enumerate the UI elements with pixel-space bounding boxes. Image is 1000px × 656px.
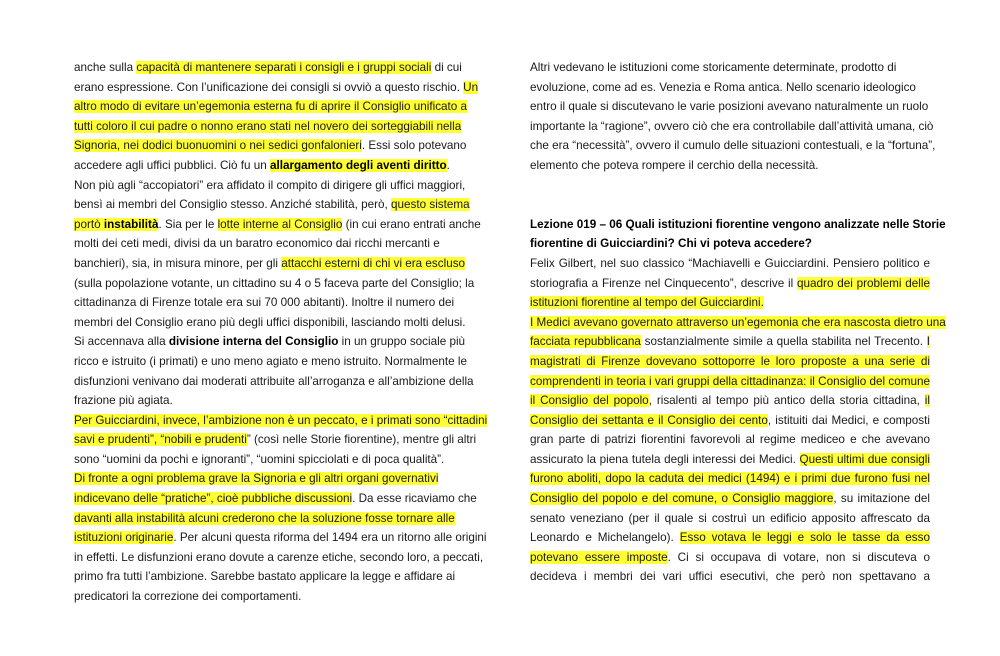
- highlighted-text: I Medici avevano governato attraverso un’egemonia che era nascosta dietro una: [530, 315, 946, 329]
- text-line: [74, 215, 481, 235]
- text-segment: gran parte di patrizi fiorentini favorevoli al regime mediceo e che avevano: [530, 433, 930, 447]
- text-line: [530, 548, 930, 568]
- highlighted-text: questo sistema: [391, 198, 470, 212]
- text-segment: di cui: [431, 61, 462, 74]
- highlighted-text: Per Guicciardini, invece, l’ambizione non è un peccato, e i primati sono “cittadini: [74, 413, 488, 427]
- text-line: [74, 372, 474, 392]
- text-line: [530, 136, 936, 156]
- text-segment: . Per alcuni questa riforma del 1494 era un ritorno alle origini: [173, 531, 487, 545]
- highlighted-text: istituzioni fiorentine al tempo del Guicciardini.: [530, 296, 764, 310]
- text-segment: che era “necessità”, ovvero il cumulo delle situazioni contestuali, e la “fortuna”,: [530, 139, 936, 153]
- text-line: [74, 313, 474, 333]
- text-line: [74, 274, 474, 294]
- highlighted-text: Questi ultimi due consigli: [799, 452, 930, 466]
- text-segment: molti dei ceti medi, divisi da un baratro economico dai ricchi mercanti e: [74, 237, 440, 251]
- text-line: [530, 411, 930, 431]
- text-line: [530, 332, 930, 352]
- text-line: [530, 97, 930, 117]
- text-line: [530, 58, 930, 78]
- highlighted-text: portò: [74, 217, 104, 231]
- text-line: [530, 528, 930, 548]
- text-line: [530, 117, 934, 137]
- text-segment: ricco e istruito (i primati) e uno meno agiato e meno istruito. Normalmente le: [74, 354, 467, 368]
- paragraph-gap: [530, 195, 930, 215]
- highlighted-text: Signoria, nei dodici buonuomini o nei sedici gonfalonieri: [74, 139, 362, 153]
- text-segment: banchieri), sia, in misura minore, per gli: [74, 256, 282, 270]
- text-line: [74, 97, 474, 117]
- text-line: [74, 528, 487, 548]
- text-line: [530, 352, 930, 372]
- highlighted-text: quadro dei problemi delle: [797, 276, 930, 290]
- text-line: [530, 450, 930, 470]
- text-segment: evoluzione, come ad es. Venezia e Roma antica. Nello scenario ideologico: [530, 80, 916, 94]
- text-line: [530, 156, 930, 176]
- text-segment: Non più agli “accopiatori” era affidato il compito di dirigere gli uffici maggiori,: [74, 178, 466, 192]
- text-line: [74, 293, 474, 313]
- text-segment: sono “uomini da pochi e ignoranti”, “uomini spicciolati e di poca qualità”.: [74, 452, 445, 466]
- text-line: [530, 254, 930, 274]
- text-line: [74, 489, 477, 509]
- highlighted-text: allargamento degli aventi diritto: [270, 158, 447, 172]
- highlighted-text: magistrati di Firenze dovevano sottoporre le loro proposte a una serie di: [530, 355, 930, 372]
- highlighted-text: savi e prudenti”, “nobili e prudenti: [74, 433, 247, 447]
- highlighted-text: il Consiglio del popolo: [530, 394, 649, 408]
- text-line: [74, 254, 474, 274]
- text-segment: Felix Gilbert, nel suo classico “Machiavelli e Guicciardini. Pensiero politico e: [530, 256, 930, 270]
- highlighted-text: Un: [463, 80, 479, 94]
- text-line: [530, 78, 930, 98]
- text-line: [74, 391, 474, 411]
- text-line: [530, 274, 930, 294]
- text-segment: decideva i membri dei vari uffici esecutivi, che però non spettavano a: [530, 570, 930, 584]
- text-segment: , istituiti dai Medici, e composti: [767, 413, 930, 427]
- text-segment: Si accennava alla: [74, 335, 169, 349]
- text-segment: Altri vedevano le istituzioni come storicamente determinate, prodotto di: [530, 61, 897, 74]
- text-line: [74, 117, 474, 137]
- text-line: [530, 509, 930, 529]
- text-segment: storiografia a Firenze nel Cinquecento”, descrive il: [530, 276, 798, 290]
- section-heading-line: [530, 215, 946, 235]
- text-segment: (sulla popolazione votante, un cittadino su 4 o 5 faceva parte del Consiglio; la: [74, 276, 475, 290]
- text-line: [530, 313, 946, 333]
- text-segment: . Sia per le: [158, 217, 218, 231]
- text-segment: Leonardo e Michelangelo).: [530, 531, 680, 545]
- text-segment: in effetti. Le disfunzioni erano dovute a carenze etiche, secondo loro, a peccati,: [74, 550, 484, 564]
- text-line: [74, 567, 474, 587]
- text-line: [74, 352, 474, 372]
- text-line: [74, 58, 474, 78]
- highlighted-text: altro modo di evitare un’egemonia esterna fu di aprire il Consiglio unificato a: [74, 100, 468, 114]
- text-segment: elemento che poteva rompere il cerchio della necessità.: [530, 158, 819, 172]
- highlighted-text: instabilità: [103, 217, 159, 231]
- text-segment: erano espressione. Con l’unificazione dei consigli si ovviò a questo rischio.: [74, 80, 464, 94]
- highlighted-text: attacchi esterni di chi vi era escluso: [281, 256, 466, 270]
- highlighted-text: istituzioni originarie: [74, 531, 174, 545]
- text-line: [530, 567, 930, 587]
- text-line: [74, 156, 474, 176]
- text-line: [74, 234, 474, 254]
- text-segment: , risalenti al tempo più antico della storia cittadina,: [648, 394, 925, 408]
- text-line: [530, 391, 930, 411]
- text-line: [74, 78, 479, 98]
- text-segment: Lezione 019 – 06 Quali istituzioni fiorentine vengono analizzate nelle Storie: [530, 217, 946, 231]
- text-segment: frazione più agiata.: [74, 394, 173, 408]
- highlighted-text: Consiglio dei settanta e il Consiglio dei cento: [530, 413, 768, 427]
- text-segment: anche sulla: [74, 61, 137, 74]
- highlighted-text: il: [924, 394, 930, 408]
- text-segment: predicatori la correzione dei comportamenti.: [74, 590, 302, 604]
- text-line: [530, 293, 930, 313]
- text-segment: importante la “ragione”, ovvero ciò che era controllabile dall’attività umana, ciò: [530, 119, 934, 133]
- highlighted-text: tutti coloro il cui padre o nonno erano stati nel novero dei sorteggiabili nella: [74, 119, 462, 133]
- text-segment: senato veneziano (per il quale si costruì un edificio apposito affrescato da: [530, 511, 930, 525]
- text-line: [74, 587, 474, 607]
- text-segment: (in cui erano entrati anche: [342, 217, 481, 231]
- highlighted-text: lotte interne al Consiglio: [217, 217, 343, 231]
- text-segment: sostanzialmente simile a quella stabilita nel Trecento.: [640, 335, 927, 349]
- text-segment: assicurato la piena tutela degli interessi dei Medici.: [530, 452, 800, 466]
- text-line: [74, 332, 474, 352]
- text-segment: fiorentine di Guicciardini? Chi vi poteva accedere?: [530, 237, 812, 251]
- text-segment: , su imitazione del: [833, 492, 930, 506]
- highlighted-text: potevano essere imposte: [530, 550, 668, 564]
- highlighted-text: facciata repubblicana: [530, 335, 641, 349]
- text-line: [74, 430, 477, 450]
- highlighted-text: I: [926, 335, 930, 349]
- text-line: [74, 411, 488, 431]
- highlighted-text: davanti alla instabilità alcuni crederono che la soluzione fosse tornare alle: [74, 511, 455, 525]
- right-text-column: [530, 58, 946, 587]
- text-segment: .: [446, 158, 450, 172]
- text-line: [530, 469, 930, 489]
- text-segment: accedere agli uffici pubblici. Ciò fu un: [74, 158, 270, 172]
- bold-text: divisione interna del Consiglio: [168, 335, 339, 349]
- highlighted-text: Consiglio del popolo e del comune, o Consiglio maggiore: [530, 492, 834, 506]
- text-segment: entro il quale si discutevano le varie posizioni avevano naturalmente un ruolo: [530, 100, 929, 114]
- highlighted-text: Di fronte a ogni problema grave la Signoria e gli altri organi governativi: [74, 472, 439, 486]
- paragraph-gap: [530, 176, 930, 196]
- text-segment: primo fra tutti l’ambizione. Sarebbe bastato applicare la legge e affidare ai: [74, 570, 456, 584]
- text-segment: . Ci si occupava di votare, non si discuteva o: [667, 550, 930, 564]
- text-line: [74, 450, 474, 470]
- text-segment: bensì ai membri del Consiglio stesso. Anziché stabilità, però,: [74, 198, 392, 212]
- highlighted-text: comprendenti in teoria i vari gruppi della cittadinanza: il Consiglio del comune: [530, 375, 930, 392]
- text-segment: membri del Consiglio erano più degli uffici disponibili, lasciando molti delusi.: [74, 315, 466, 329]
- text-segment: . Essi solo potevano: [361, 139, 467, 153]
- highlighted-text: furono aboliti, dopo la caduta dei medici (1494) e i primi due furono fusi nel: [530, 472, 930, 486]
- text-segment: ” (così nelle Storie fiorentine), mentre gli altri: [246, 433, 477, 447]
- text-segment: in un gruppo sociale più: [338, 335, 466, 349]
- text-line: [530, 372, 930, 392]
- text-segment: . Da esse ricaviamo che: [352, 492, 477, 506]
- text-line: [74, 195, 474, 215]
- text-segment: cittadinanza di Firenze totale era sui 70 000 abitanti). Inoltre il numero dei: [74, 296, 455, 310]
- text-line: [530, 489, 930, 509]
- text-segment: disfunzioni venivano dai moderati attribuite all’arroganza e all’ambizione della: [74, 374, 474, 388]
- text-line: [74, 469, 474, 489]
- section-heading-line: [530, 234, 930, 254]
- left-text-column: [74, 58, 488, 607]
- highlighted-text: capacità di mantenere separati i consigli e i gruppi sociali: [136, 61, 432, 74]
- text-line: [74, 548, 484, 568]
- highlighted-text: Esso votava le leggi e solo le tasse da esso: [530, 531, 930, 548]
- text-line: [74, 509, 474, 529]
- highlighted-text: indicevano delle “pratiche”, cioè pubbliche discussioni: [74, 492, 353, 506]
- text-line: [74, 176, 474, 196]
- text-line: [74, 136, 474, 156]
- text-line: [530, 430, 930, 450]
